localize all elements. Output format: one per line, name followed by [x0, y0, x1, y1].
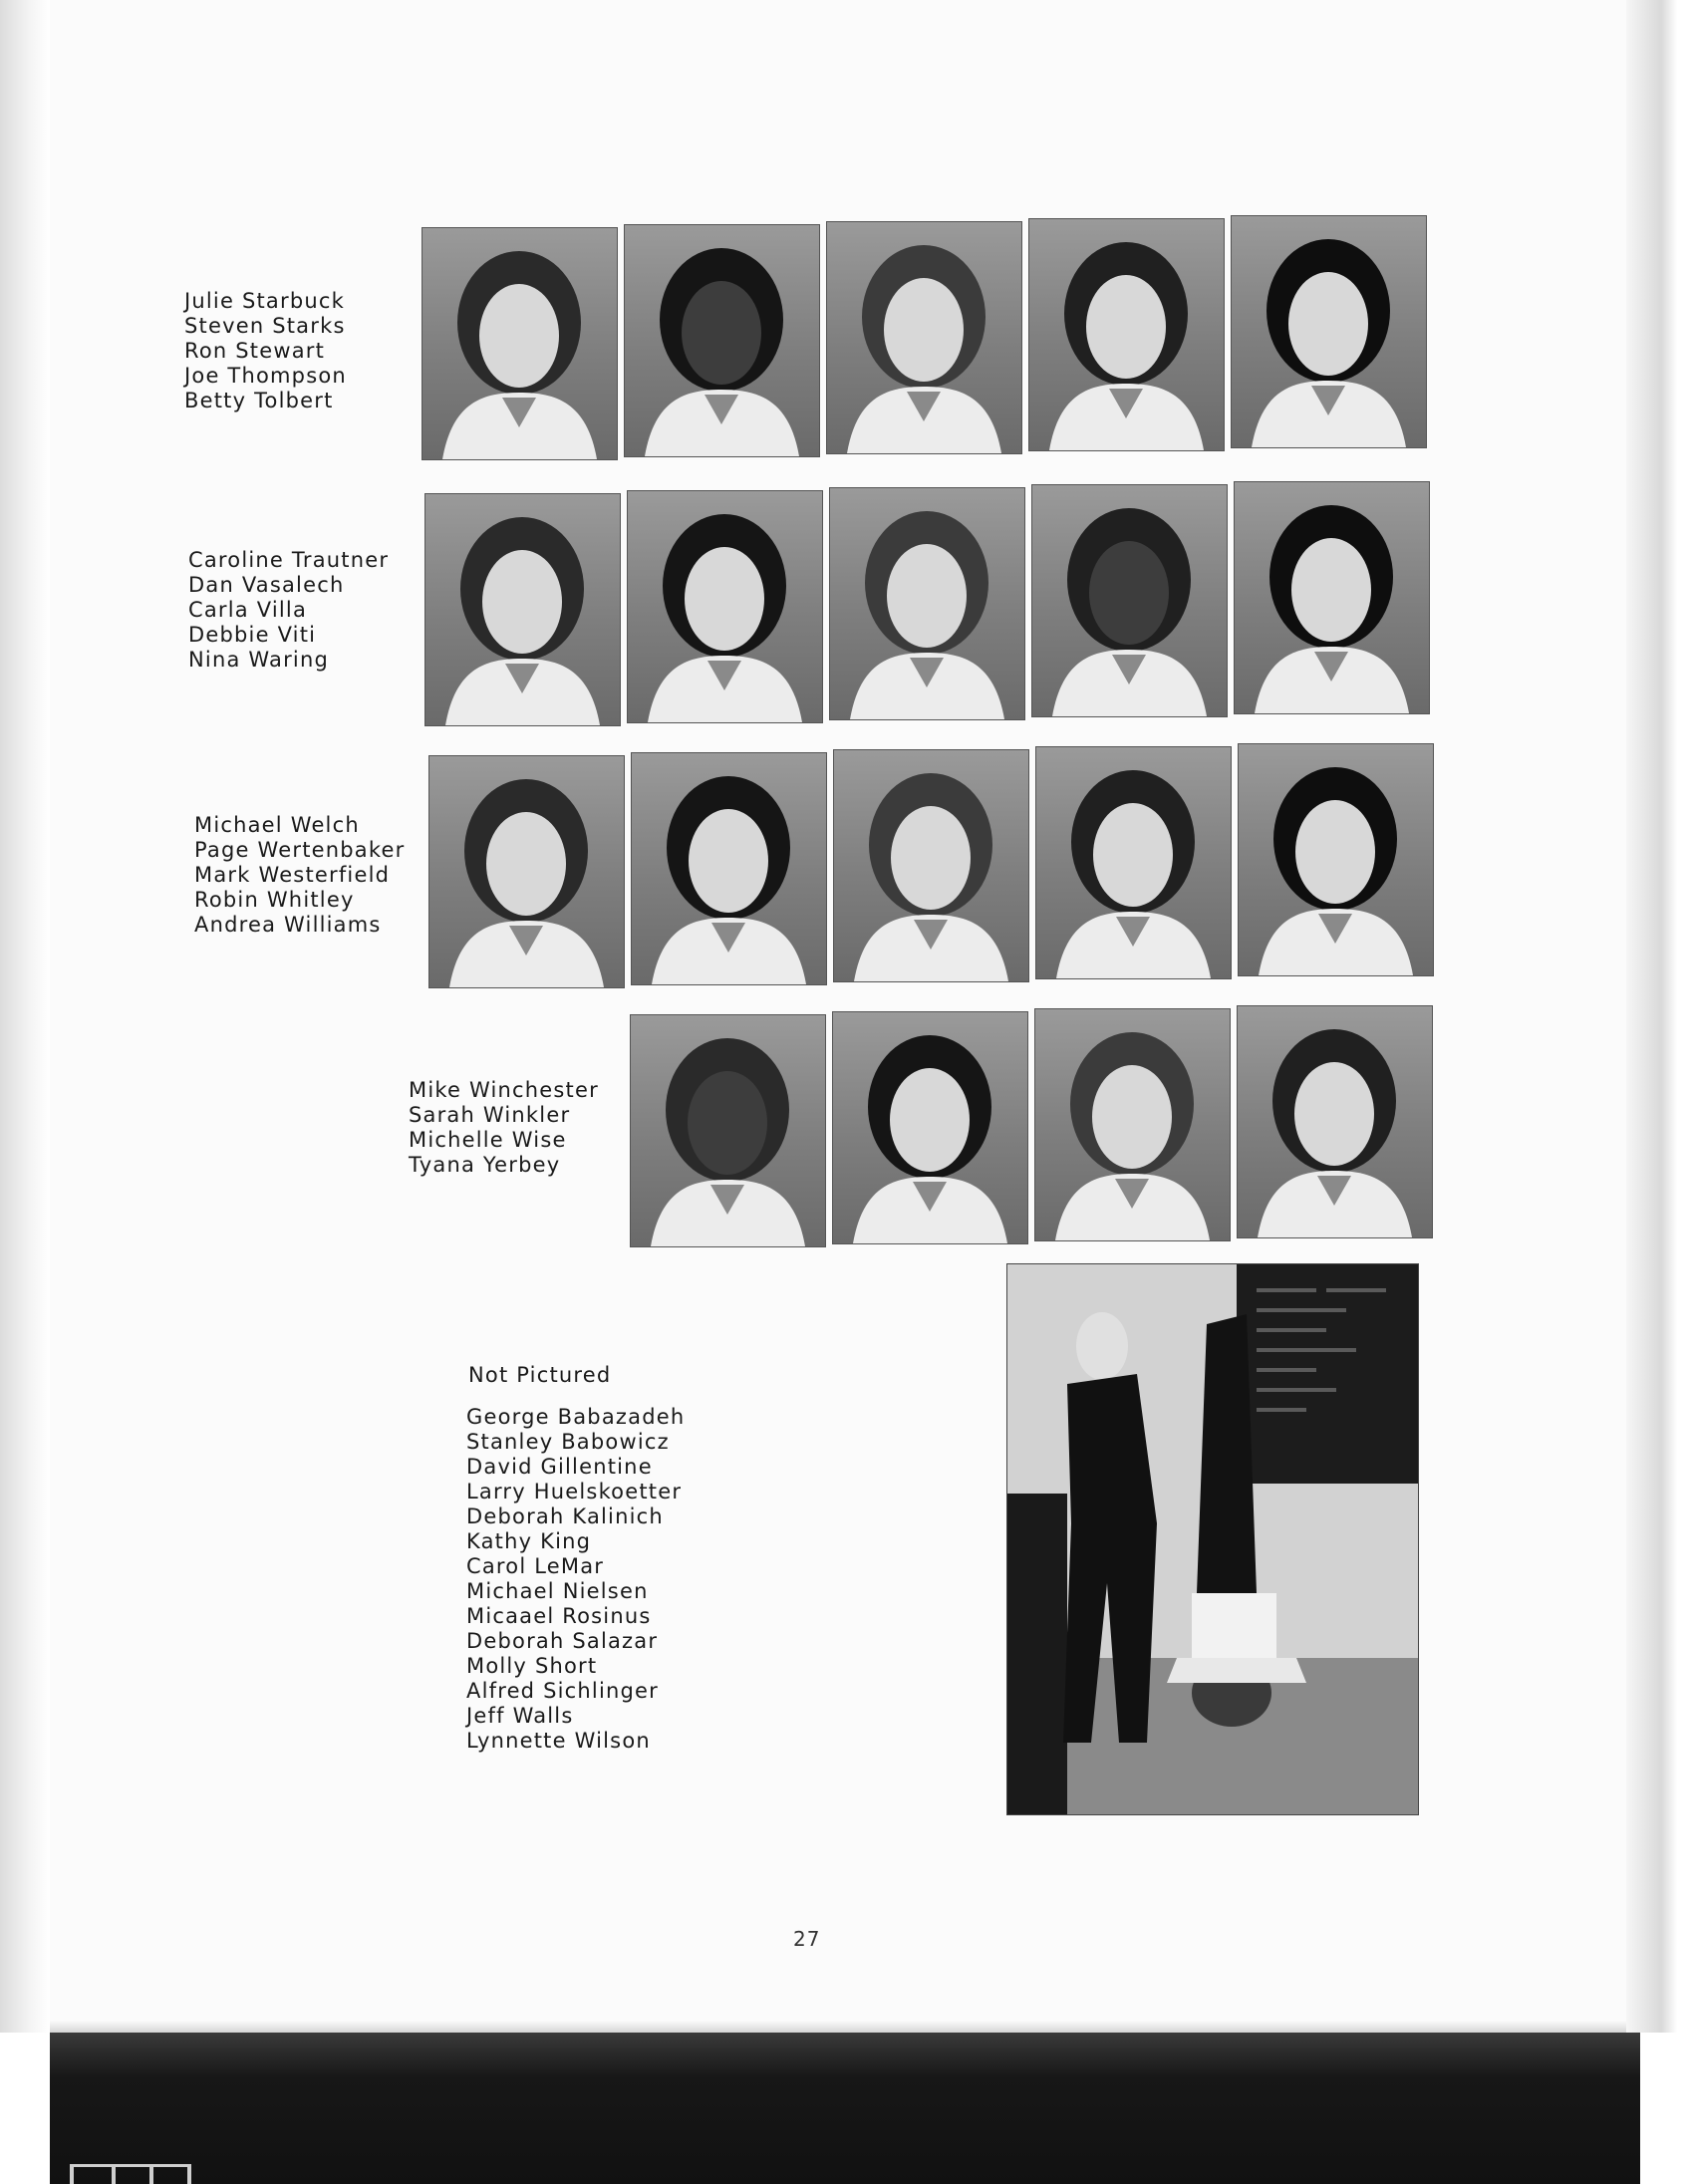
student-name: Carla Villa [188, 598, 308, 622]
student-portrait [422, 227, 618, 460]
student-name: Betty Tolbert [184, 389, 334, 412]
student-name: Jeff Walls [466, 1704, 574, 1728]
student-name: Stanley Babowicz [466, 1430, 670, 1454]
student-portrait [1238, 743, 1434, 976]
student-portrait [630, 1014, 826, 1247]
not-pictured-heading: Not Pictured [468, 1363, 612, 1387]
student-name: Tyana Yerbey [409, 1153, 561, 1177]
student-name: Michael Nielsen [466, 1579, 649, 1603]
student-name: George Babazadeh [466, 1405, 686, 1429]
student-name: Andrea Williams [194, 913, 382, 937]
row-4-names [409, 1078, 599, 1178]
student-portrait [826, 221, 1022, 454]
page-shadow-left [0, 0, 50, 2033]
student-name: Mike Winchester [409, 1078, 599, 1102]
student-portrait [428, 755, 625, 988]
student-portrait [424, 493, 621, 726]
student-name: Mark Westerfield [194, 863, 391, 887]
row-2-names [188, 548, 389, 673]
student-portrait [829, 487, 1025, 720]
row-3-names [194, 813, 405, 938]
student-name: Micaael Rosinus [466, 1604, 652, 1628]
not-pictured-list [466, 1405, 685, 1754]
student-name: Michael Welch [194, 813, 360, 837]
student-name: Larry Huelskoetter [466, 1480, 683, 1503]
student-name: Molly Short [466, 1654, 598, 1678]
student-name: Steven Starks [184, 314, 346, 338]
student-name: Sarah Winkler [409, 1103, 571, 1127]
student-name: Dan Vasalech [188, 573, 345, 597]
student-portrait [1237, 1005, 1433, 1238]
page-shadow-right [1626, 0, 1690, 2033]
student-portrait [833, 749, 1029, 982]
student-name: David Gillentine [466, 1455, 653, 1479]
student-portrait [1034, 1008, 1231, 1241]
student-name: Joe Thompson [184, 364, 347, 388]
scanner-background [50, 2033, 1640, 2184]
student-name: Carol LeMar [466, 1554, 605, 1578]
student-portrait [627, 490, 823, 723]
student-portrait [1234, 481, 1430, 714]
student-name: Julie Starbuck [184, 289, 345, 313]
student-name: Kathy King [466, 1529, 592, 1553]
student-name: Michelle Wise [409, 1128, 567, 1152]
ruler-mark [70, 2160, 195, 2184]
student-name: Deborah Kalinich [466, 1504, 664, 1528]
student-name: Ron Stewart [184, 339, 326, 363]
student-portrait [1231, 215, 1427, 448]
student-portrait [631, 752, 827, 985]
student-name: Debbie Viti [188, 623, 317, 647]
student-portrait [1028, 218, 1225, 451]
student-name: Page Wertenbaker [194, 838, 406, 862]
student-name: Alfred Sichlinger [466, 1679, 659, 1703]
student-portrait [1035, 746, 1232, 979]
row-1-names [184, 289, 347, 413]
student-name: Deborah Salazar [466, 1629, 659, 1653]
student-name: Nina Waring [188, 648, 329, 672]
student-portrait [1031, 484, 1228, 717]
student-name: Caroline Trautner [188, 548, 390, 572]
student-name: Robin Whitley [194, 888, 355, 912]
student-portrait [624, 224, 820, 457]
candid-photo [1006, 1263, 1419, 1815]
student-portrait [832, 1011, 1028, 1244]
student-name: Lynnette Wilson [466, 1729, 651, 1753]
page-number: 27 [793, 1927, 821, 1951]
